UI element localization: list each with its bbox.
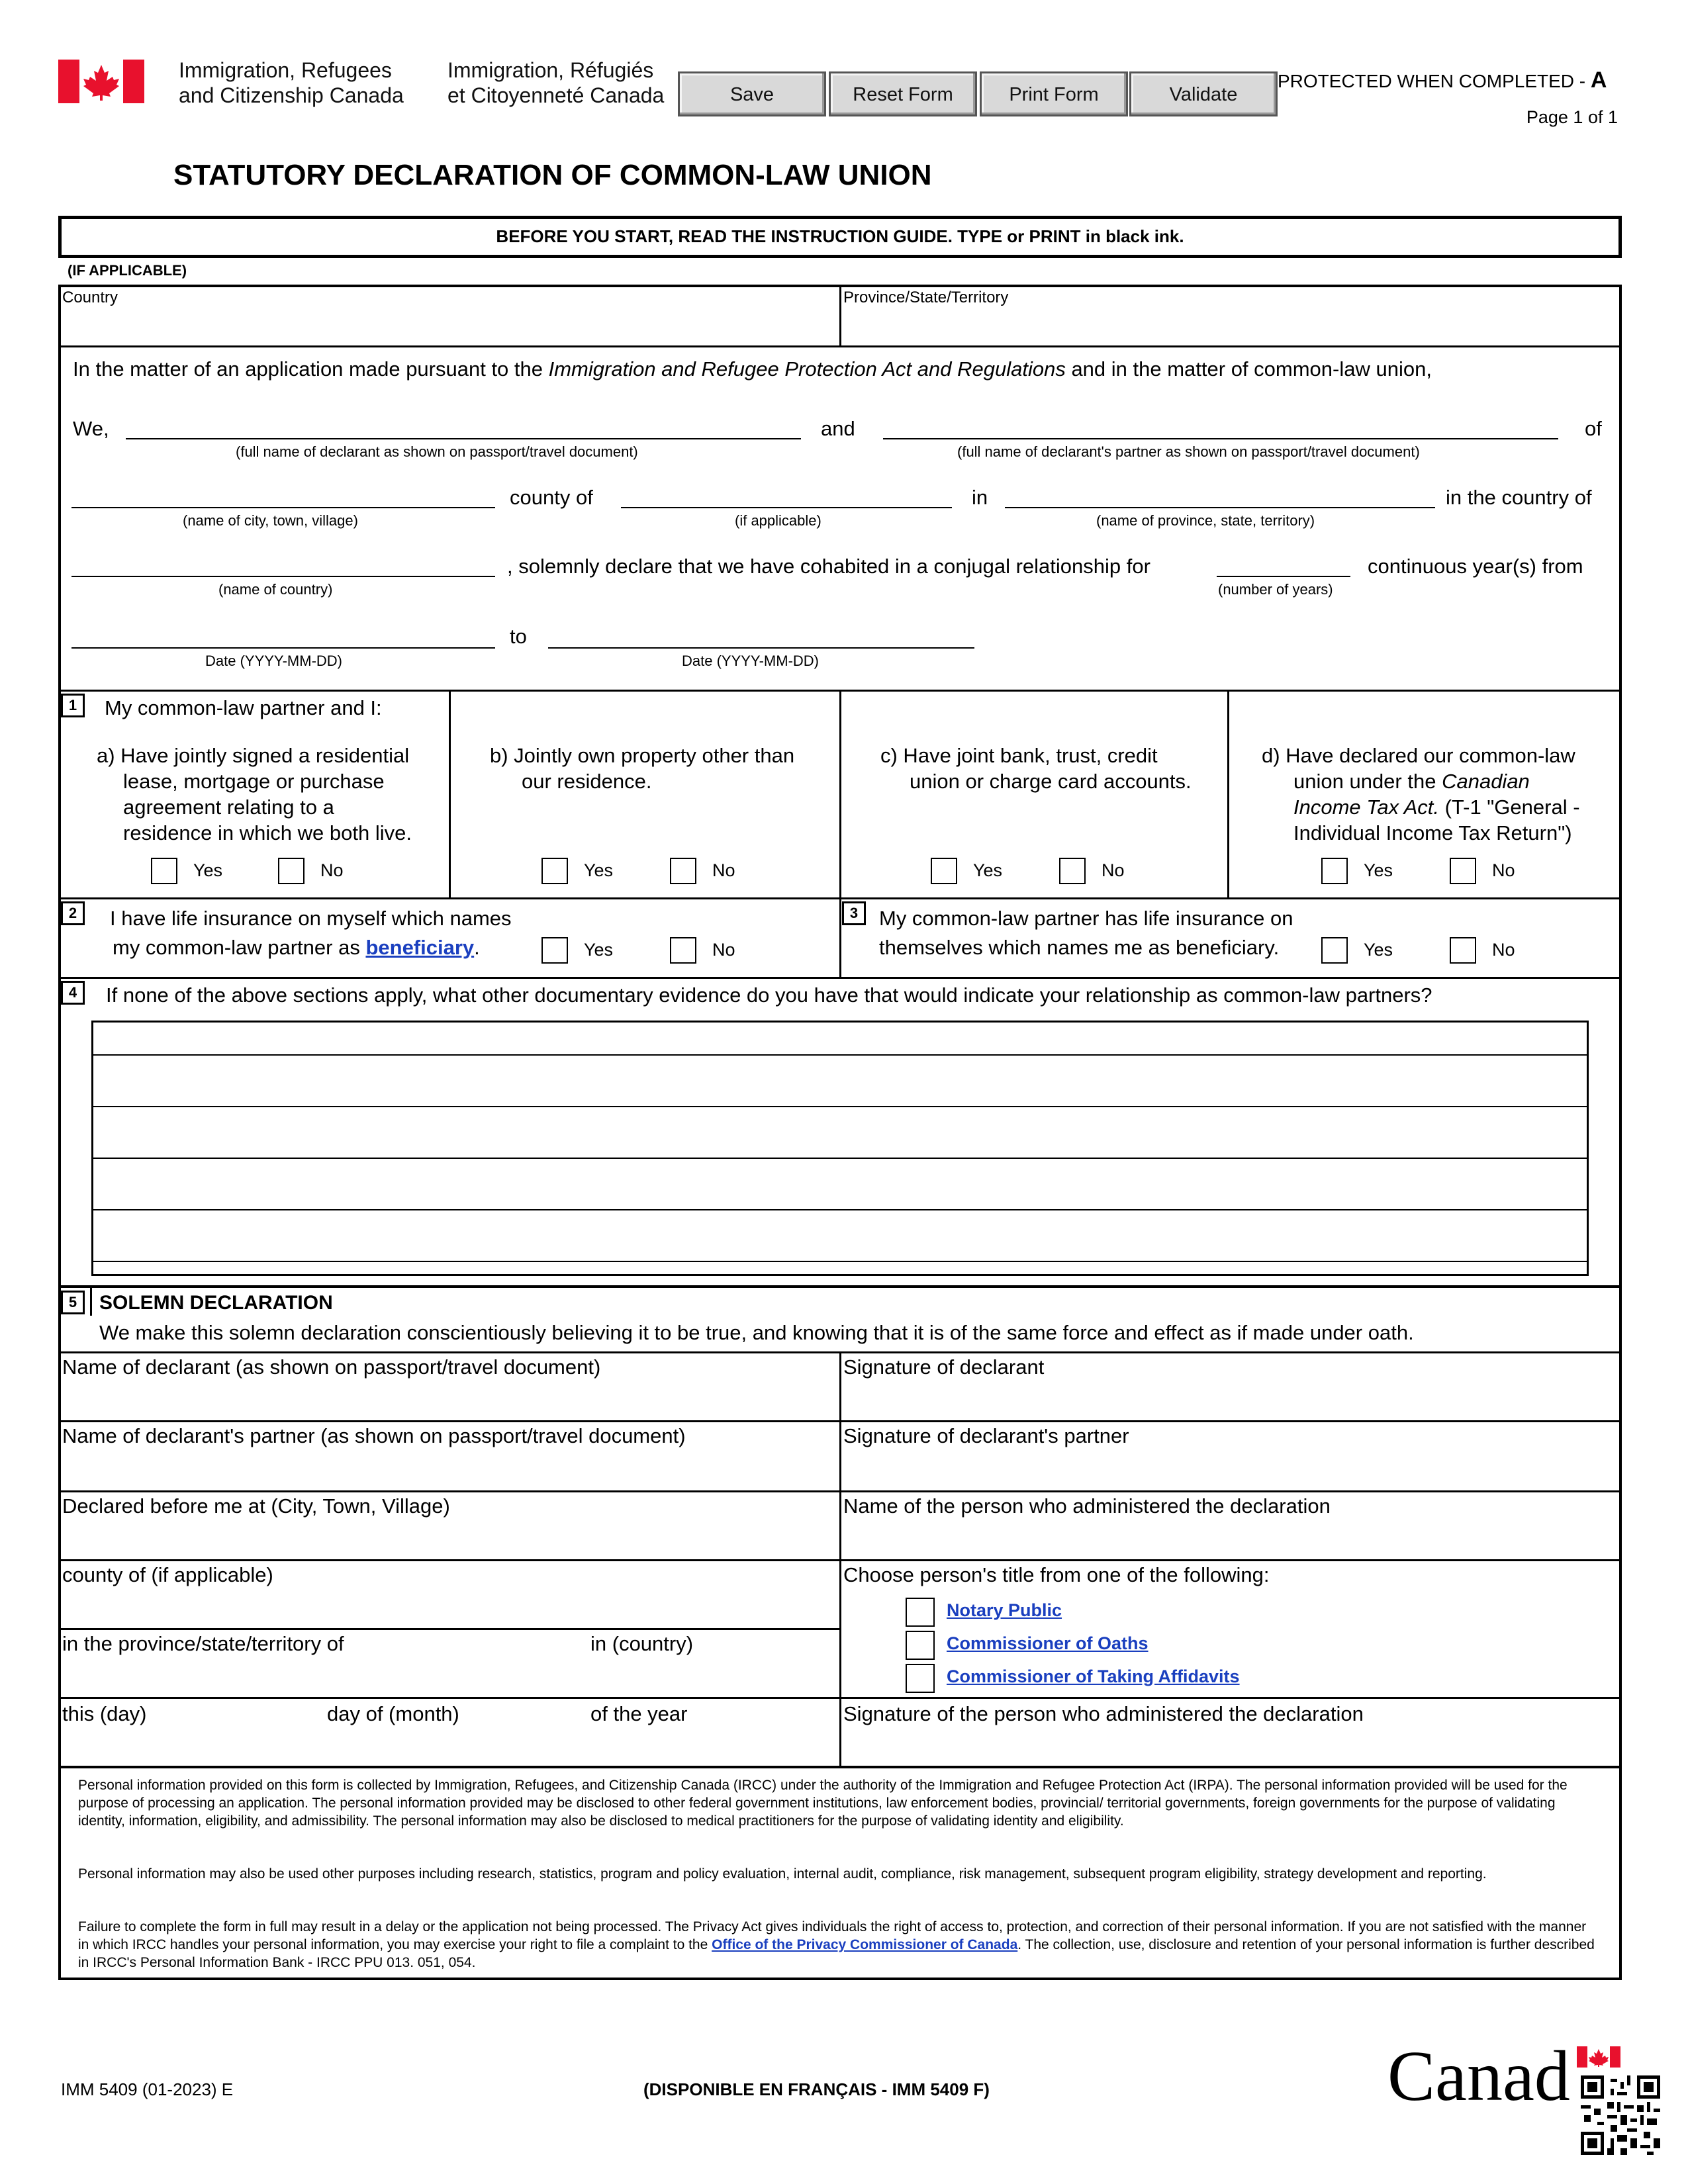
sec1-b-line1: b) Jointly own property other than (490, 744, 795, 767)
sec1-c-yes-checkbox[interactable] (931, 858, 957, 884)
city-field[interactable] (71, 507, 495, 508)
sec1-d-line3: Income Tax Act. (T-1 "General - (1293, 796, 1580, 819)
continuous-years-label: continuous year(s) from (1368, 555, 1583, 578)
in-country-field[interactable] (590, 1659, 835, 1694)
sec3-line1: My common-law partner has life insurance on (879, 907, 1293, 930)
sec1-d-no-checkbox[interactable] (1450, 858, 1476, 884)
sec1-a-no-checkbox[interactable] (278, 858, 305, 884)
validate-button[interactable]: Validate (1129, 71, 1278, 116)
notary-public-link[interactable]: Notary Public (947, 1600, 1062, 1620)
sec2-no-label: No (712, 940, 735, 960)
sec2-line1: I have life insurance on myself which names (110, 907, 512, 930)
from-date-field[interactable] (71, 647, 495, 649)
dept-name-fr-line1: Immigration, Réfugiés (447, 58, 654, 82)
form-identifier: IMM 5409 (01-2023) E (61, 2079, 234, 2099)
sec1-d-yes-checkbox[interactable] (1321, 858, 1348, 884)
caption-date-to: Date (YYYY-MM-DD) (682, 653, 819, 669)
this-day-field[interactable] (62, 1729, 314, 1763)
to-date-field[interactable] (548, 647, 974, 649)
sec1-b-no-checkbox[interactable] (670, 858, 696, 884)
declarant-name-field[interactable] (126, 438, 801, 439)
of-the-year-label: of the year (590, 1702, 688, 1725)
sec1-b-yes-checkbox[interactable] (541, 858, 568, 884)
sec3-yes-checkbox[interactable] (1321, 937, 1348, 964)
and-label: and (821, 417, 855, 440)
declared-at-field[interactable] (62, 1521, 835, 1557)
province-of-label: in the province/state/territory of (62, 1632, 344, 1655)
province-name-field[interactable] (1005, 507, 1435, 508)
sec1-a-line3: agreement relating to a (123, 796, 334, 819)
country-label: Country (62, 289, 118, 306)
caption-partner: (full name of declarant's partner as shown on passport/travel document) (957, 443, 1420, 460)
country-name-field[interactable] (71, 576, 495, 577)
we-label: We, (73, 417, 109, 440)
county-label: county of (if applicable) (62, 1563, 273, 1586)
privacy-paragraph-3: Failure to complete the form in full may result in a delay or the application not being processed. The Privacy Act gives individuals the right of access to, protection, and correction of their personal information. If you are not satisfied with the manner in which IRCC handles your personal information, you may exercise your right to file a complaint to the Office of the Privacy Commissioner of Canada. The collection, use, disclosure and retention of your personal information is further described in IRCC's Personal Information Bank - IRCC PPU 013. 051, 054. (78, 1919, 1595, 1970)
instruction-box (58, 216, 1622, 258)
county-field[interactable] (621, 507, 952, 508)
sec2-line2: my common-law partner as beneficiary. (113, 936, 480, 959)
caption-if-applicable: (if applicable) (735, 512, 821, 529)
canada-wordmark: Canad (1387, 2037, 1570, 2116)
canada-flag-icon (58, 60, 144, 103)
signature-of-partner-field[interactable] (843, 1451, 1618, 1488)
sec1-c-line1: c) Have joint bank, trust, credit (880, 744, 1158, 767)
protected-notice: PROTECTED WHEN COMPLETED - A (1278, 68, 1607, 93)
sec1-d-no-label: No (1492, 860, 1515, 880)
caption-declarant: (full name of declarant as shown on passport/travel document) (236, 443, 638, 460)
solemn-declaration-heading: SOLEMN DECLARATION (99, 1292, 333, 1314)
form-title: STATUTORY DECLARATION OF COMMON-LAW UNION (173, 159, 932, 191)
county-of-label: county of (510, 486, 593, 509)
partner-name-field[interactable] (883, 438, 1558, 439)
sec1-a-line2: lease, mortgage or purchase (123, 770, 385, 793)
signature-of-declarant-field[interactable] (843, 1382, 1618, 1418)
sec2-yes-label: Yes (584, 940, 614, 960)
name-of-declarant-field[interactable] (62, 1382, 835, 1418)
privacy-commissioner-link[interactable]: Office of the Privacy Commissioner of Canada (712, 1937, 1018, 1952)
section-3-number: 3 (842, 901, 866, 925)
month-field[interactable] (327, 1729, 579, 1763)
declared-at-label: Declared before me at (City, Town, Village) (62, 1494, 450, 1518)
solemn-declaration-statement: We make this solemn declaration conscientiously believing it to be true, and knowing that it is of the same force and effect as if made under oath. (99, 1321, 1414, 1344)
section-5-number: 5 (61, 1291, 85, 1314)
caption-country: (name of country) (218, 581, 333, 598)
section-1-number: 1 (61, 694, 85, 717)
day-of-month-label: day of (month) (327, 1702, 459, 1725)
sec1-a-line4: residence in which we both live. (123, 821, 412, 844)
sec1-c-line2: union or charge card accounts. (910, 770, 1192, 793)
administrator-name-field[interactable] (843, 1521, 1618, 1557)
sec1-a-yes-label: Yes (193, 860, 223, 880)
caption-date-from: Date (YYYY-MM-DD) (205, 653, 342, 669)
save-button[interactable]: Save (678, 71, 826, 116)
print-form-button[interactable]: Print Form (980, 71, 1128, 116)
sec1-a-yes-checkbox[interactable] (151, 858, 177, 884)
sec3-yes-label: Yes (1364, 940, 1393, 960)
section-4-number: 4 (61, 981, 85, 1005)
sec1-b-yes-label: Yes (584, 860, 614, 880)
evidence-textarea[interactable] (91, 1021, 1589, 1276)
year-field[interactable] (590, 1729, 835, 1763)
in-label: in (972, 486, 988, 509)
country-field[interactable] (62, 310, 837, 343)
signature-of-declarant-label: Signature of declarant (843, 1355, 1045, 1379)
sec1-b-no-label: No (712, 860, 735, 880)
province-field[interactable] (843, 310, 1618, 343)
intro-text: In the matter of an application made pursuant to the Immigration and Refugee Protection Act and Regulations and in the matter of common-law union, (73, 357, 1432, 381)
administrator-signature-label: Signature of the person who administered the declaration (843, 1702, 1364, 1725)
sec2-no-checkbox[interactable] (670, 937, 696, 964)
choose-title-label: Choose person's title from one of the following: (843, 1563, 1270, 1586)
in-country-of-label: in the country of (1446, 486, 1592, 509)
sec1-d-line4: Individual Income Tax Return") (1293, 821, 1572, 844)
sec1-a-line1: a) Have jointly signed a residential (97, 744, 410, 767)
administrator-name-label: Name of the person who administered the declaration (843, 1494, 1331, 1518)
province-of-field[interactable] (62, 1659, 579, 1694)
french-availability-note: (DISPONIBLE EN FRANÇAIS - IMM 5409 F) (643, 2079, 990, 2099)
sec1-d-line2: union under the Canadian (1293, 770, 1530, 793)
wordmark-flag-icon (1577, 2046, 1620, 2068)
name-of-partner-label: Name of declarant's partner (as shown on passport/travel document) (62, 1424, 686, 1447)
sec1-b-line2: our residence. (522, 770, 652, 793)
this-day-label: this (day) (62, 1702, 147, 1725)
dept-name-fr-line2: et Citoyenneté Canada (447, 83, 665, 107)
sec1-d-line1: d) Have declared our common-law (1262, 744, 1575, 767)
sec2-yes-checkbox[interactable] (541, 937, 568, 964)
qr-code-icon (1581, 2075, 1660, 2155)
sec1-d-yes-label: Yes (1364, 860, 1393, 880)
name-of-declarant-label: Name of declarant (as shown on passport/travel document) (62, 1355, 601, 1379)
sec3-no-checkbox[interactable] (1450, 937, 1476, 964)
dept-name-en-line2: and Citizenship Canada (179, 83, 404, 107)
reset-form-button[interactable]: Reset Form (829, 71, 977, 116)
province-label: Province/State/Territory (843, 289, 1009, 306)
sec3-no-label: No (1492, 940, 1515, 960)
notary-public-checkbox[interactable] (906, 1598, 935, 1627)
signature-of-partner-label: Signature of declarant's partner (843, 1424, 1129, 1447)
sec1-c-no-checkbox[interactable] (1059, 858, 1086, 884)
solemnly-declare-text: , solemnly declare that we have cohabited in a conjugal relationship for (507, 555, 1150, 578)
page-number: Page 1 of 1 (1526, 107, 1618, 127)
to-label: to (510, 625, 527, 648)
sec1-a-no-label: No (320, 860, 344, 880)
beneficiary-link[interactable]: beneficiary (365, 936, 475, 959)
caption-province: (name of province, state, territory) (1096, 512, 1315, 529)
sec4-question: If none of the above sections apply, what other documentary evidence do you have that would indicate your relationship as common-law partners? (106, 983, 1432, 1007)
of-label: of (1585, 417, 1602, 440)
dept-name-en-line1: Immigration, Refugees (179, 58, 392, 82)
privacy-paragraph-2: Personal information may also be used other purposes including research, statistics, program and policy evaluation, internal audit, compliance, risk management, subsequent program eligibility, strategy development and reporting. (78, 1866, 1487, 1882)
sec1-c-no-label: No (1102, 860, 1125, 880)
commissioner-of-affidavits-checkbox[interactable] (906, 1664, 935, 1693)
instruction-text: BEFORE YOU START, READ THE INSTRUCTION GUIDE. TYPE or PRINT in black ink. (496, 226, 1184, 246)
name-of-partner-field[interactable] (62, 1451, 835, 1488)
if-applicable-label: (IF APPLICABLE) (68, 262, 187, 279)
administrator-signature-field[interactable] (843, 1729, 1618, 1763)
sec1-c-yes-label: Yes (973, 860, 1003, 880)
privacy-paragraph-1: Personal information provided on this form is collected by Immigration, Refugees, and Citizenship Canada (IRCC) under the authority of the Immigration and Refugee Protection Act (IRPA). The personal information provided will be used for the purpose of processing an application. The personal information provided may be disclosed to other federal government institutions, law enforcement bodies, provincial/ territorial governments, foreign governments for the purpose of validating identity, information, eligibility, and admissibility. The personal information may also be disclosed to medical practitioners for the purpose of validating identity and eligibility. (78, 1778, 1568, 1829)
section-2-number: 2 (61, 901, 85, 925)
caption-city: (name of city, town, village) (183, 512, 358, 529)
commissioner-of-oaths-link[interactable]: Commissioner of Oaths (947, 1633, 1149, 1653)
section-1-heading: My common-law partner and I: (105, 696, 382, 719)
commissioner-of-affidavits-link[interactable]: Commissioner of Taking Affidavits (947, 1666, 1240, 1686)
caption-years: (number of years) (1218, 581, 1333, 598)
in-country-label: in (country) (590, 1632, 694, 1655)
years-field[interactable] (1217, 576, 1350, 577)
sec3-line2: themselves which names me as beneficiary. (879, 936, 1280, 959)
commissioner-of-oaths-checkbox[interactable] (906, 1631, 935, 1660)
county-declaration-field[interactable] (62, 1590, 835, 1625)
